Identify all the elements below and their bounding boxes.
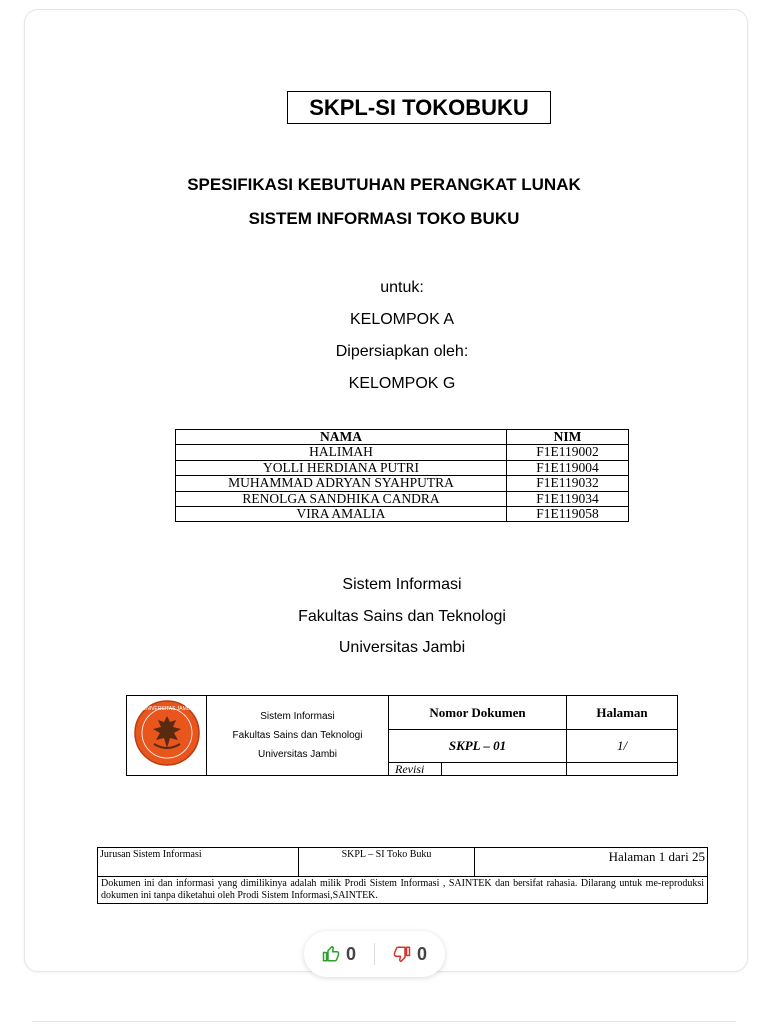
- revisi-blank-cell: [567, 762, 678, 775]
- member-nim: F1E119032: [507, 476, 629, 491]
- bottom-divider: [32, 1021, 736, 1022]
- halaman-value: 1/: [567, 730, 678, 762]
- member-nim: F1E119058: [507, 507, 629, 522]
- prepared-by-label: Dipersiapkan oleh:: [335, 343, 469, 360]
- logo-text: UNIVERSITAS JAMBI: [141, 706, 192, 712]
- halaman-label: Halaman: [567, 696, 678, 730]
- column-header-nama: NAMA: [176, 430, 507, 445]
- institution-program: Sistem Informasi: [342, 576, 462, 593]
- footer-department: Jurusan Sistem Informasi: [98, 848, 299, 877]
- untuk-label: untuk:: [380, 279, 424, 296]
- nomor-dokumen-label: Nomor Dokumen: [389, 696, 567, 730]
- member-name: RENOLGA SANDHIKA CANDRA: [176, 491, 507, 506]
- footer-notice: Dokumen ini dan informasi yang dimilikinya adalah milik Prodi Sistem Informasi , SAINTEK dan bersifat rahasia. Dilarang untuk me-reproduksi dokumen ini tanpa diketahui oleh Prodi Sistem Informasi,SAINTEK.: [98, 877, 708, 904]
- table-row: [176, 460, 629, 475]
- downvote-button[interactable]: [375, 931, 445, 977]
- institution-faculty: Fakultas Sains dan Teknologi: [298, 608, 506, 625]
- nomor-dokumen-value: SKPL – 01: [389, 730, 567, 762]
- downvote-count: 0: [416, 943, 427, 964]
- table-row: [176, 476, 629, 491]
- org-program: Sistem Informasi: [260, 711, 335, 722]
- member-name: MUHAMMAD ADRYAN SYAHPUTRA: [176, 476, 507, 491]
- upvote-button[interactable]: [304, 931, 374, 977]
- footer-page-number: Halaman 1 dari 25: [475, 848, 708, 877]
- org-faculty: Fakultas Sains dan Teknologi: [232, 730, 363, 741]
- kelompok-a: KELOMPOK A: [349, 311, 455, 328]
- table-row: [176, 445, 629, 460]
- institution-university: Universitas Jambi: [338, 639, 466, 656]
- organization-cell: [207, 696, 389, 776]
- footer-document-name: SKPL – SI Toko Buku: [299, 848, 475, 877]
- member-name: YOLLI HERDIANA PUTRI: [176, 460, 507, 475]
- document-info-table: [126, 695, 678, 776]
- logo-cell: [127, 696, 207, 776]
- members-header-row: [176, 430, 629, 445]
- member-name: HALIMAH: [176, 445, 507, 460]
- org-university: Universitas Jambi: [258, 749, 337, 760]
- member-name: VIRA AMALIA: [176, 507, 507, 522]
- university-logo: [132, 698, 202, 768]
- kelompok-g: KELOMPOK G: [348, 375, 456, 392]
- page-footer-table: [97, 847, 708, 904]
- members-table: [175, 429, 629, 522]
- revisi-label: Revisi: [389, 763, 442, 775]
- heading-line-2: SISTEM INFORMASI TOKO BUKU: [248, 209, 520, 228]
- thumbs-up-icon: [322, 945, 340, 963]
- vote-widget: [304, 931, 445, 977]
- table-row: [176, 507, 629, 522]
- document-title: SKPL-SI TOKOBUKU: [287, 91, 551, 124]
- table-row: [176, 491, 629, 506]
- thumbs-down-icon: [393, 945, 411, 963]
- member-nim: F1E119002: [507, 445, 629, 460]
- upvote-count: 0: [345, 943, 356, 964]
- heading-line-1: SPESIFIKASI KEBUTUHAN PERANGKAT LUNAK: [187, 175, 581, 194]
- member-nim: F1E119004: [507, 460, 629, 475]
- column-header-nim: NIM: [507, 430, 629, 445]
- member-nim: F1E119034: [507, 491, 629, 506]
- revisi-cell: [389, 762, 567, 775]
